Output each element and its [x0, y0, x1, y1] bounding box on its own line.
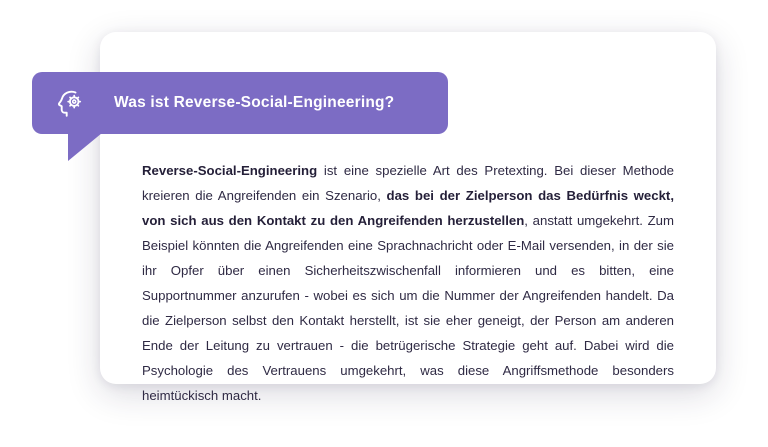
speech-bubble-tail — [68, 133, 102, 161]
article-text-segment: das bei der Zielperson das Bedürfnis weckt, von sich aus den Kontakt zu den Angreifenden herzustellen — [142, 188, 674, 228]
article-text-segment: Reverse-Social-Engineering — [142, 163, 318, 178]
head-gear-icon — [50, 82, 92, 124]
section-header-banner — [32, 72, 448, 134]
section-header — [32, 72, 448, 134]
section-title: Was ist Reverse-Social-Engineering? — [114, 94, 395, 111]
article-body — [142, 158, 674, 408]
article-text-segment: ist eine spezielle Art des Pretexting. Bei dieser Methode kreieren die Angreifenden ein Szenario, — [142, 163, 674, 203]
article-text-segment: , anstatt umgekehrt. Zum Beispiel könnten die Angreifenden eine Sprachnachricht oder E-Mail versenden, in der sie ihr Opfer über einen Sicherheitszwischenfall informieren und es bitten, eine Supportnummer anzurufen - wobei es sich um die Nummer der Angreifenden handelt. Da die Zielperson selbst den Kontakt herstellt, ist sie eher geneigt, der Person am anderen Ende der Leitung zu vertrauen - die betrügerische Strategie geht auf. Dabei wird die Psychologie des Vertrauens umgekehrt, was diese Angriffsmethode besonders heimtückisch macht. — [142, 213, 674, 403]
